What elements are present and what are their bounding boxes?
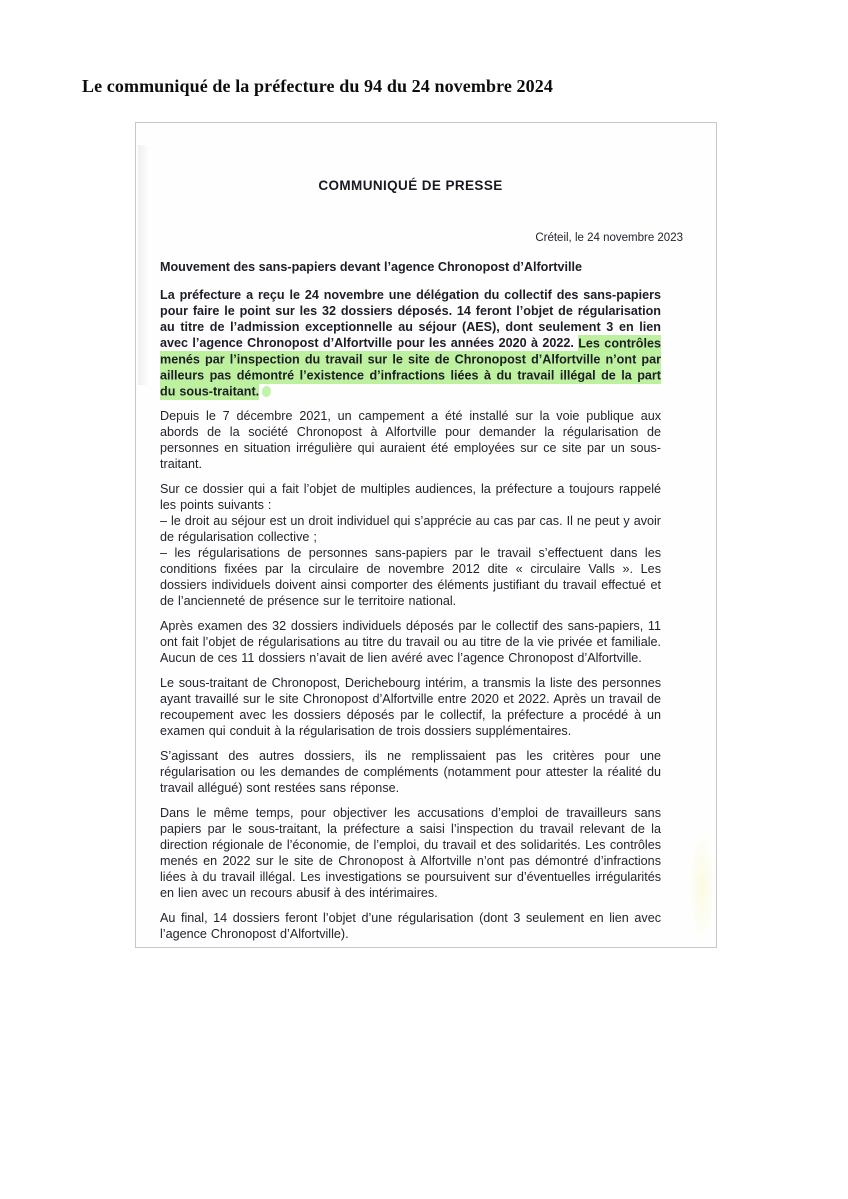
paragraph-points-intro: Sur ce dossier qui a fait l’objet de multiples audiences, la préfecture a toujours rappelé les points suivants : — [160, 482, 661, 512]
dateline: Créteil, le 24 novembre 2023 — [535, 232, 683, 244]
document-header: COMMUNIQUÉ DE PRESSE — [318, 178, 503, 193]
document-body — [160, 287, 661, 942]
paragraph-inspection-travail: Dans le même temps, pour objectiver les accusations d’emploi de travailleurs sans papiers par le sous-traitant, la préfecture a saisi l’inspection du travail relevant de la direction régionale de l’économie, de l’emploi, du travail et des solidarités. Les contrôles menés en 2022 sur le site de Chronopost à Alfortville n’ont pas démontré d’infractions liées à du travail illégal. Les investigations se poursuivent sur d’éventuelles irrégularités en lien avec un recours abusif à des intérimaires. — [160, 806, 661, 900]
paragraph-points-item-1: – le droit au séjour est un droit individuel qui s’apprécie au cas par cas. Il ne peut y avoir de régularisation collective ; — [160, 514, 661, 544]
scan-smudge-artifact — [138, 145, 149, 385]
paragraph-summary-highlighted: Les contrôles menés par l’inspection du travail sur le site de Chronopost d’Alfortville n’ont par ailleurs pas démontré l’existence d’infractions liées à du travail illégal de la part du sous-traitant. — [160, 336, 661, 398]
paragraph-summary-lead: La préfecture a reçu le 24 novembre une délégation du collectif des sans-papiers pour faire le point sur les 32 dossiers déposés. 14 feront l’objet de régularisation au titre de l’admission exceptionnelle au séjour (AES), dont seulement 3 en lien avec l’agence Chronopost d’Alfortville pour les années 2020 à 2022. — [160, 288, 661, 350]
highlighter-tail-mark — [261, 385, 272, 398]
paragraph-examen-dossiers: Après examen des 32 dossiers individuels déposés par le collectif des sans-papiers, 11 ont fait l’objet de régularisations au titre du travail ou au titre de la vie privée et familiale. Aucun de ces 11 dossiers n’avait de lien avéré avec l’agence Chronopost d’Alfortville. — [160, 619, 661, 665]
paragraph-conclusion: Au final, 14 dossiers feront l’objet d’une régularisation (dont 3 seulement en lien avec l’agence Chronopost d’Alfortville). — [160, 911, 661, 941]
paragraph-campement: Depuis le 7 décembre 2021, un campement a été installé sur la voie publique aux abords de la société Chronopost à Alfortville pour demander la régularisation de personnes en situation irrégulière qui auraient été employées sur ce site par un sous-traitant. — [160, 409, 661, 471]
subject-line: Mouvement des sans-papiers devant l’agence Chronopost d’Alfortville — [160, 260, 582, 274]
paragraph-sous-traitant: Le sous-traitant de Chronopost, Derichebourg intérim, a transmis la liste des personnes ayant travaillé sur le site Chronopost d’Alfortville entre 2020 et 2022. Après un travail de recoupement avec les dossiers déposés par le collectif, la préfecture a procédé à un examen qui conduit à la régularisation de trois dossiers supplémentaires. — [160, 676, 661, 738]
page-title: Le communiqué de la préfecture du 94 du 24 novembre 2024 — [82, 76, 553, 96]
press-release-scan — [135, 122, 717, 948]
paragraph-autres-dossiers: S’agissant des autres dossiers, ils ne remplissaient pas les critères pour une régularisation ou les demandes de compléments (notamment pour attester la réalité du travail allégué) sont restées sans réponse. — [160, 749, 661, 795]
paragraph-points — [160, 481, 661, 609]
scan-stain-artifact — [689, 831, 715, 941]
paragraph-summary — [160, 287, 661, 399]
paragraph-points-item-2: – les régularisations de personnes sans-papiers par le travail s’effectuent dans les conditions fixées par la circulaire de novembre 2012 dite « circulaire Valls ». Les dossiers individuels doivent ainsi comporter des éléments justifiant du travail effectué et de l’ancienneté de présence sur le territoire national. — [160, 546, 661, 608]
